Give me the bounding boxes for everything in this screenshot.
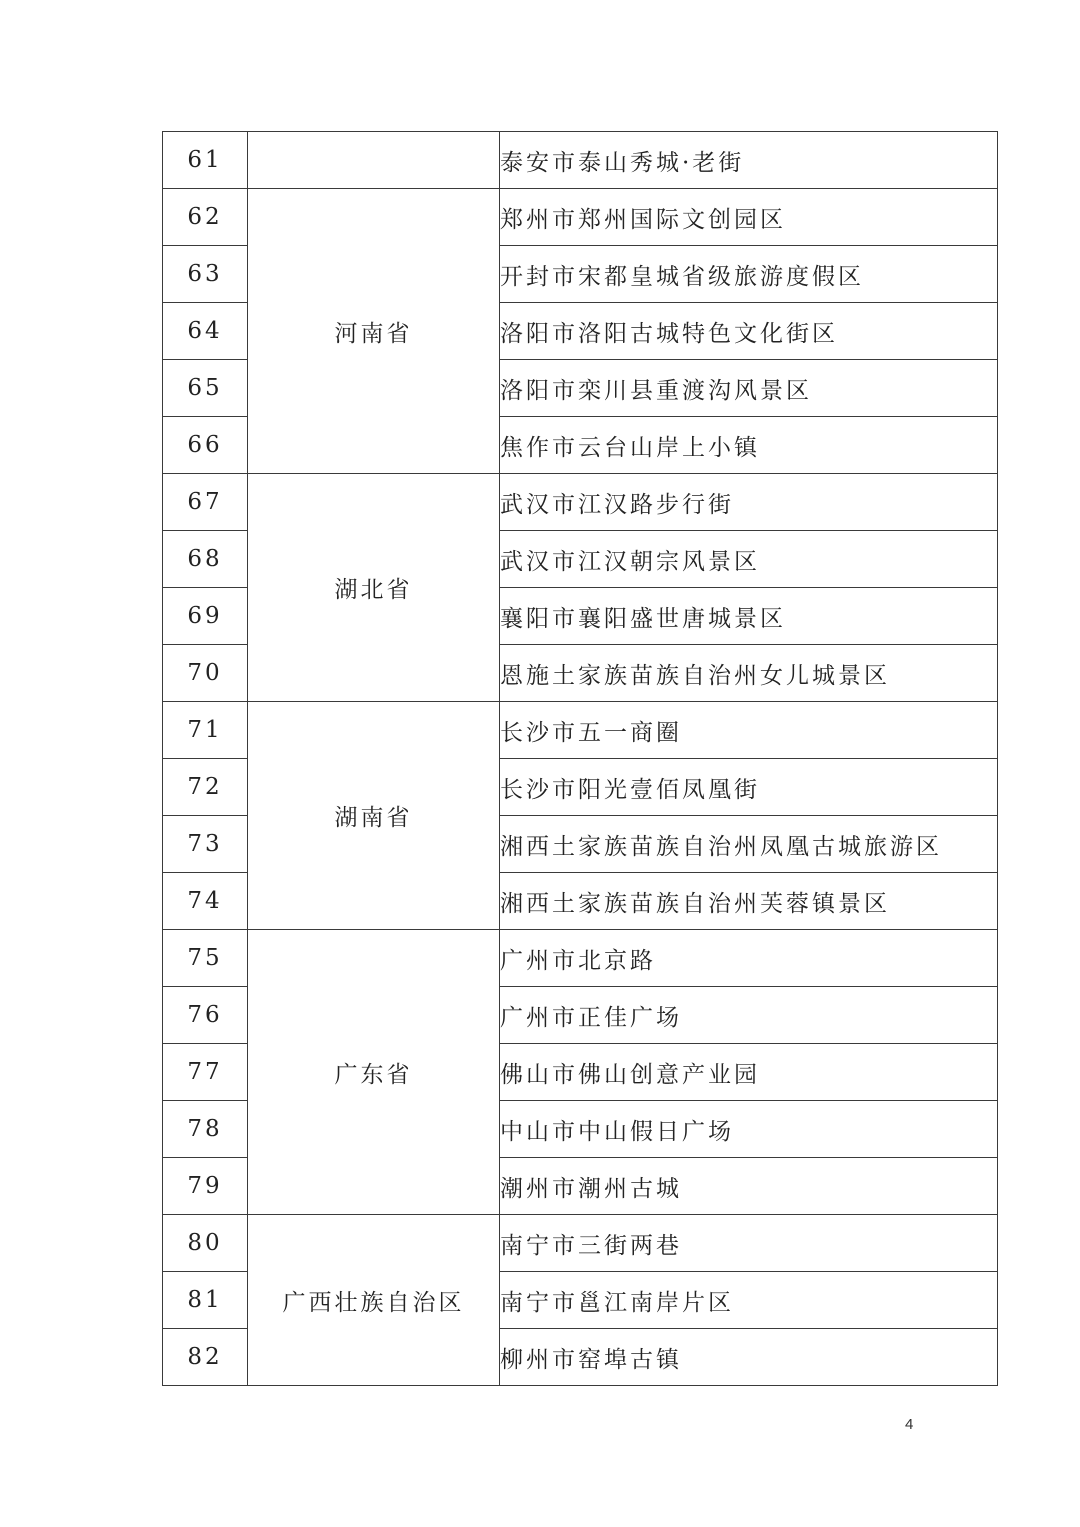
row-number: 72: [163, 759, 248, 816]
table-row: [163, 474, 998, 531]
site-name-cell: 南宁市三街两巷: [500, 1215, 998, 1272]
row-number: 74: [163, 873, 248, 930]
province-cell: 广西壮族自治区: [248, 1215, 500, 1386]
site-name-cell: 南宁市邕江南岸片区: [500, 1272, 998, 1329]
row-number: 80: [163, 1215, 248, 1272]
site-name-cell: 长沙市五一商圈: [500, 702, 998, 759]
row-number: 64: [163, 303, 248, 360]
table-row: [163, 930, 998, 987]
site-name-cell: 武汉市江汉朝宗风景区: [500, 531, 998, 588]
table-row: [163, 189, 998, 246]
site-name-cell: 湘西土家族苗族自治州芙蓉镇景区: [500, 873, 998, 930]
site-name-cell: 潮州市潮州古城: [500, 1158, 998, 1215]
row-number: 61: [163, 132, 248, 189]
row-number: 75: [163, 930, 248, 987]
site-name-cell: 洛阳市栾川县重渡沟风景区: [500, 360, 998, 417]
table-row: [163, 1215, 998, 1272]
site-name-cell: 广州市北京路: [500, 930, 998, 987]
row-number: 67: [163, 474, 248, 531]
province-cell: 湖南省: [248, 702, 500, 930]
site-name-cell: 柳州市窑埠古镇: [500, 1329, 998, 1386]
site-name-cell: 泰安市泰山秀城·老街: [500, 132, 998, 189]
row-number: 78: [163, 1101, 248, 1158]
province-cell: 广东省: [248, 930, 500, 1215]
row-number: 62: [163, 189, 248, 246]
province-cell: 河南省: [248, 189, 500, 474]
row-number: 65: [163, 360, 248, 417]
site-list-table: [162, 131, 998, 1386]
row-number: 66: [163, 417, 248, 474]
site-name-cell: 武汉市江汉路步行街: [500, 474, 998, 531]
row-number: 70: [163, 645, 248, 702]
row-number: 76: [163, 987, 248, 1044]
site-name-cell: 佛山市佛山创意产业园: [500, 1044, 998, 1101]
row-number: 81: [163, 1272, 248, 1329]
row-number: 79: [163, 1158, 248, 1215]
row-number: 63: [163, 246, 248, 303]
row-number: 73: [163, 816, 248, 873]
site-name-cell: 广州市正佳广场: [500, 987, 998, 1044]
site-name-cell: 恩施土家族苗族自治州女儿城景区: [500, 645, 998, 702]
province-cell: [248, 132, 500, 189]
site-name-cell: 长沙市阳光壹佰凤凰街: [500, 759, 998, 816]
site-name-cell: 湘西土家族苗族自治州凤凰古城旅游区: [500, 816, 998, 873]
site-name-cell: 襄阳市襄阳盛世唐城景区: [500, 588, 998, 645]
page-number: 4: [905, 1416, 914, 1433]
row-number: 68: [163, 531, 248, 588]
site-name-cell: 焦作市云台山岸上小镇: [500, 417, 998, 474]
row-number: 69: [163, 588, 248, 645]
row-number: 82: [163, 1329, 248, 1386]
site-name-cell: 开封市宋都皇城省级旅游度假区: [500, 246, 998, 303]
table-row: [163, 132, 998, 189]
site-name-cell: 洛阳市洛阳古城特色文化街区: [500, 303, 998, 360]
row-number: 71: [163, 702, 248, 759]
site-name-cell: 中山市中山假日广场: [500, 1101, 998, 1158]
table-body: [163, 132, 998, 1386]
table-row: [163, 702, 998, 759]
province-cell: 湖北省: [248, 474, 500, 702]
row-number: 77: [163, 1044, 248, 1101]
site-name-cell: 郑州市郑州国际文创园区: [500, 189, 998, 246]
